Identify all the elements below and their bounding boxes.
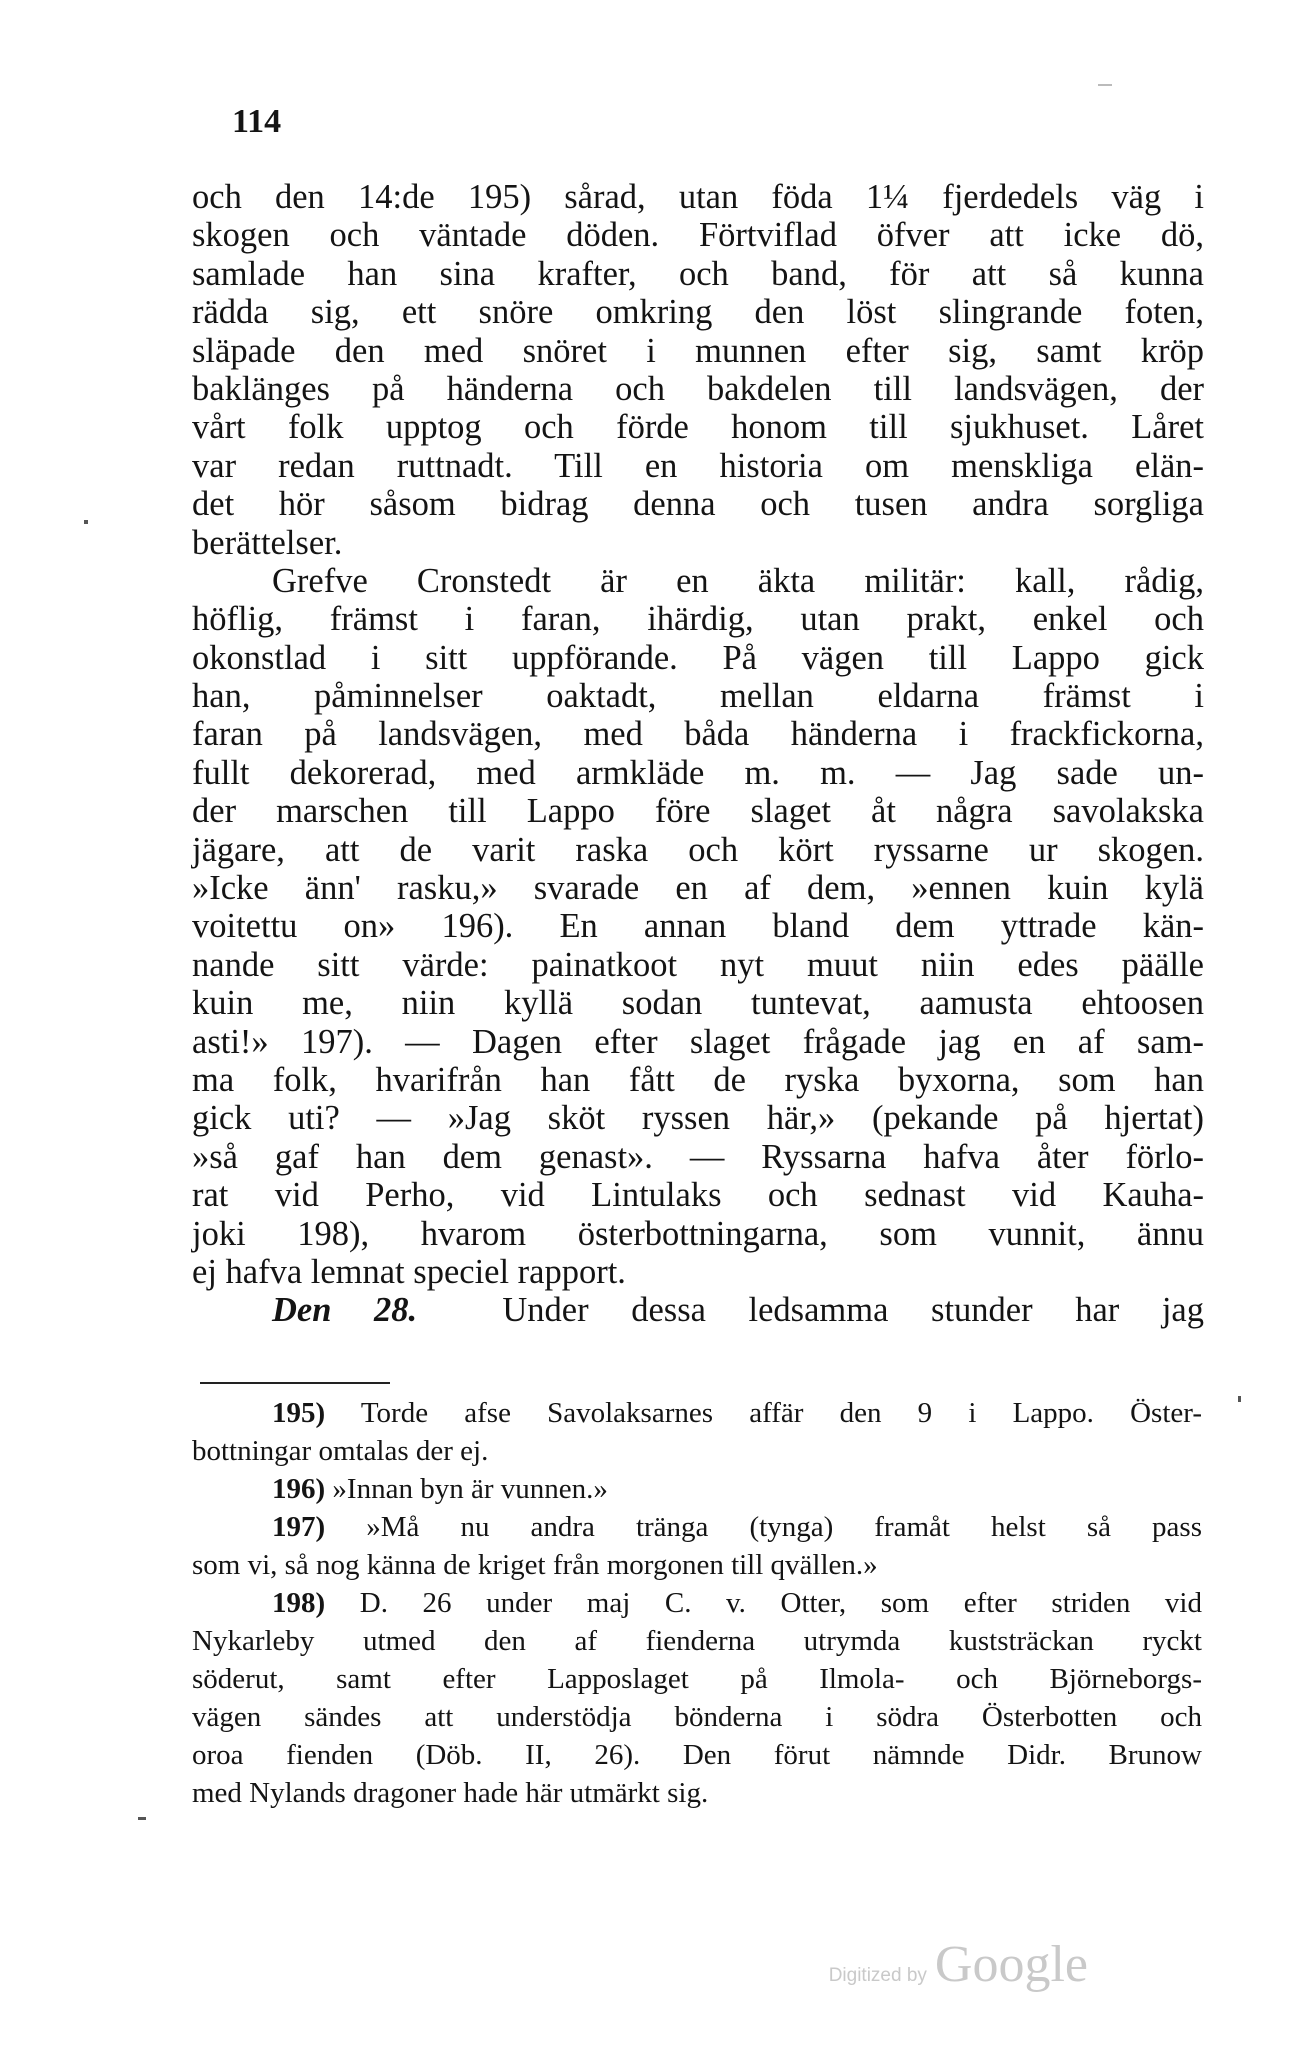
digitized-watermark	[829, 1935, 1088, 1994]
text-line: »Icke änn' rasku,» svarade en af dem, »ennen kuin kylä	[192, 869, 1204, 908]
text-line: var redan ruttnadt. Till en historia om menskliga elän-	[192, 446, 1204, 485]
footnotes	[192, 1394, 1202, 1812]
text-line: jägare, att de varit raska och kört ryssarne ur skogen.	[192, 830, 1204, 869]
text-line: vårt folk upptog och förde honom till sjukhuset. Låret	[192, 408, 1204, 447]
page-number: 114	[232, 103, 282, 140]
text-line: samlade han sina krafter, och band, för att så kunna	[192, 254, 1204, 293]
text-line: Grefve Cronstedt är en äkta militär: kall, rådig,	[272, 561, 1204, 600]
scan-speck	[1238, 1396, 1241, 1402]
text-line: faran på landsvägen, med båda händerna i frackfickorna,	[192, 715, 1204, 754]
footnote-line: söderut, samt efter Lapposlaget på Ilmola- och Björneborgs-	[192, 1663, 1202, 1695]
text-line: okonstlad i sitt uppförande. På vägen till Lappo gick	[192, 638, 1204, 677]
footnote-line: oroa fienden (Döb. II, 26). Den förut nämnde Didr. Brunow	[192, 1739, 1202, 1771]
text-line: asti!» 197). — Dagen efter slaget frågade jag en af sam-	[192, 1022, 1204, 1061]
footnote-line: bottningar omtalas der ej.	[192, 1435, 489, 1467]
text-line: och den 14:de 195) sårad, utan föda 1¼ fjerdedels väg i	[192, 178, 1204, 216]
footnote-line	[192, 1508, 1202, 1546]
text-line: nande sitt värde: painatkoot nyt muut niin edes päälle	[192, 945, 1204, 984]
footnote-line: som vi, så nog känna de kriget från morgonen till qvällen.»	[192, 1549, 878, 1581]
text-line: rädda sig, ett snöre omkring den löst slingrande foten,	[192, 293, 1204, 332]
text-line: skogen och väntade döden. Förtviflad öfver att icke dö,	[192, 216, 1204, 255]
footnote-number: 196)	[272, 1473, 326, 1505]
footnote-text: D. 26 under maj C. v. Otter, som efter striden vid	[359, 1587, 1202, 1619]
text-line: det hör såsom bidrag denna och tusen andra sorgliga	[192, 485, 1204, 524]
scan-speck	[84, 520, 88, 524]
footnote-line	[192, 1470, 1202, 1508]
entry-text: Under dessa ledsamma stunder har jag	[502, 1291, 1204, 1330]
text-line: höflig, främst i faran, ihärdig, utan prakt, enkel och	[192, 600, 1204, 639]
watermark-logo-text: Google	[934, 1936, 1088, 1993]
footnote-number: 198)	[272, 1587, 326, 1619]
text-line: baklänges på händerna och bakdelen till landsvägen, der	[192, 369, 1204, 408]
text-line: fullt dekorerad, med armkläde m. m. — Jag sade un-	[192, 753, 1204, 792]
main-text	[192, 178, 1204, 1330]
scan-speck	[1098, 84, 1112, 86]
footnote-text: Torde afse Savolaksarnes affär den 9 i Lappo. Öster-	[360, 1397, 1202, 1429]
footnote-text: »Må nu andra tränga (tynga) framåt helst så pass	[366, 1511, 1202, 1543]
footnote-number: 195)	[272, 1397, 326, 1429]
footnote-text: »Innan byn är vunnen.»	[332, 1473, 608, 1505]
watermark-small-text: Digitized by	[828, 1965, 927, 1986]
footnote-number: 197)	[272, 1511, 326, 1543]
text-line: gick uti? — »Jag sköt ryssen här,» (pekande på hjertat)	[192, 1099, 1204, 1138]
text-line: ma folk, hvarifrån han fått de ryska byxorna, som han	[192, 1060, 1204, 1099]
text-line: kuin me, niin kyllä sodan tuntevat, aamusta ehtoosen	[192, 984, 1204, 1023]
footnote-line: Nykarleby utmed den af fienderna utrymda kuststräckan ryckt	[192, 1625, 1202, 1657]
text-line: rat vid Perho, vid Lintulaks och sednast vid Kauha-	[192, 1176, 1204, 1215]
text-line: der marschen till Lappo före slaget åt några savolakska	[192, 792, 1204, 831]
footnote-line	[192, 1394, 1202, 1432]
footnote-rule	[200, 1382, 390, 1384]
footnote-line	[192, 1584, 1202, 1622]
text-line: ej hafva lemnat speciel rapport.	[192, 1252, 626, 1291]
text-line: »så gaf han dem genast». — Ryssarna hafva åter förlo-	[192, 1137, 1204, 1176]
text-line: berättelser.	[192, 523, 343, 562]
footnote-line: med Nylands dragoner hade här utmärkt sig.	[192, 1777, 709, 1809]
text-line: han, påminnelser oaktadt, mellan eldarna främst i	[192, 677, 1204, 716]
footnote-line: vägen sändes att understödja bönderna i södra Österbotten och	[192, 1701, 1202, 1733]
scan-speck	[138, 1817, 146, 1820]
text-line-date	[192, 1291, 1204, 1329]
text-line: voitettu on» 196). En annan bland dem yttrade kän-	[192, 907, 1204, 946]
text-line: joki 198), hvarom österbottningarna, som vunnit, ännu	[192, 1214, 1204, 1253]
text-line: släpade den med snöret i munnen efter sig, samt kröp	[192, 331, 1204, 370]
entry-date: Den 28.	[272, 1291, 418, 1330]
